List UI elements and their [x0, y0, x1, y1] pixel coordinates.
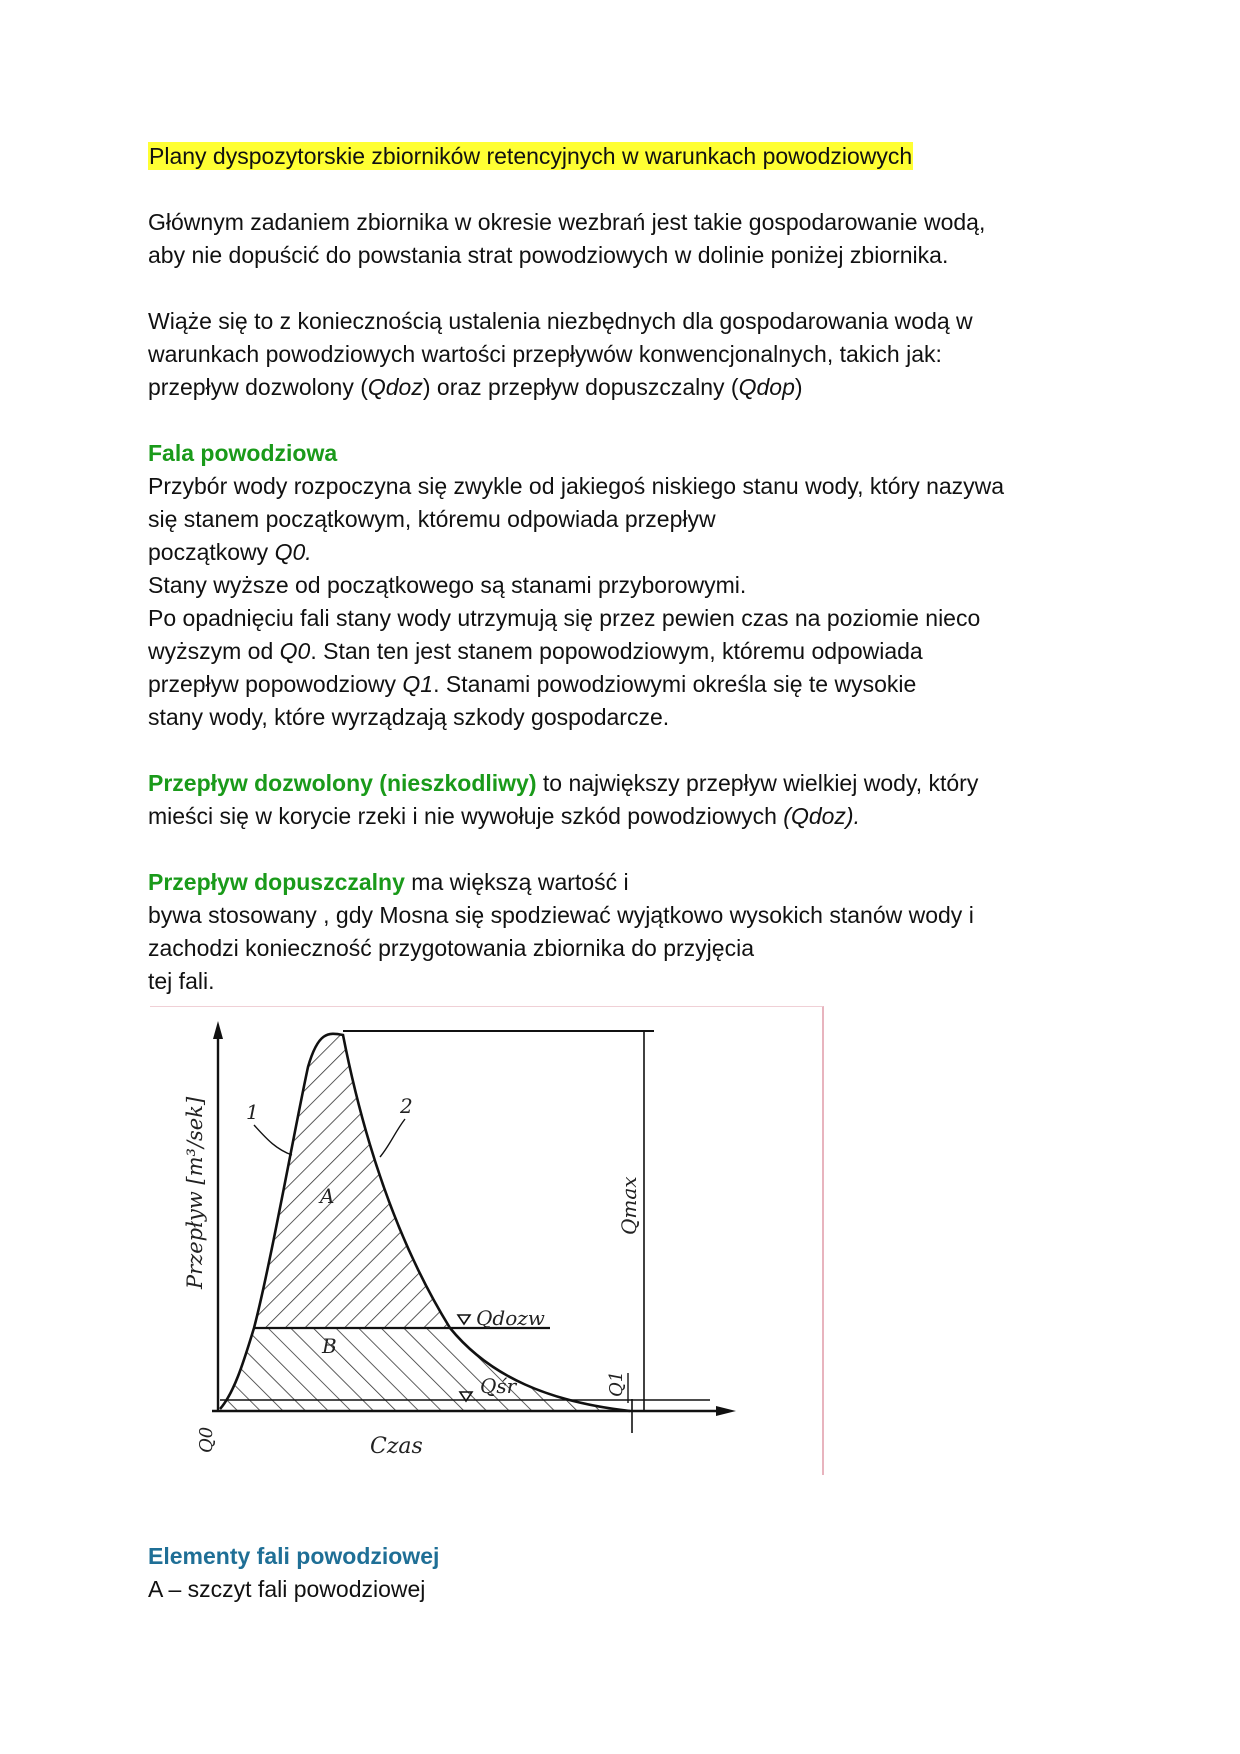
fala-line-6 [148, 635, 1108, 668]
q0-term: Q0. [274, 539, 312, 565]
dozwolony-heading: Przepływ dozwolony (nieszkodliwy) [148, 770, 537, 796]
label-a: A [320, 1184, 335, 1208]
dopuszczalny-text-1: ma większą wartość i [404, 869, 629, 895]
fala-line-5: Po opadnięciu fali stany wody utrzymują się przez pewien czas na poziomie nieco [148, 605, 981, 631]
document-body [148, 140, 1108, 998]
para2-line-3 [148, 371, 1108, 404]
flood-wave-diagram [150, 1007, 820, 1475]
label-qdozw: Qdozw [476, 1306, 545, 1330]
fala-text-7a: przepływ popowodziowy [148, 671, 403, 697]
label-qmax: Qmax [617, 1176, 641, 1235]
para2-text-a: przepływ dozwolony ( [148, 374, 368, 400]
fala-text-6c: . Stan ten jest stanem popowodziowym, któremu odpowiada [310, 638, 923, 664]
intro-line-1: Głównym zadaniem zbiornika w okresie wezbrań jest takie gospodarowanie wodą, [148, 209, 986, 235]
dopuszczalny-line-3: zachodzi konieczność przygotowania zbiornika do przyjęcia [148, 935, 754, 961]
dozwolony-text-1: to największy przepływ wielkiej wody, który [536, 770, 979, 796]
label-qsr: Qśr [480, 1374, 517, 1398]
leader-2 [380, 1119, 405, 1157]
q0-term-2: Q0 [279, 638, 311, 664]
intro-line-2: aby nie dopuścić do powstania strat powodziowych w dolinie poniżej zbiornika. [148, 242, 949, 268]
label-b: B [322, 1334, 337, 1358]
fala-heading: Fala powodziowa [148, 440, 338, 466]
label-2: 2 [400, 1094, 413, 1118]
para2-line-1: Wiąże się to z koniecznością ustalenia niezbędnych dla gospodarowania wodą w [148, 308, 973, 334]
label-q0: Q0 [196, 1426, 217, 1453]
fala-line-1: Przybór wody rozpoczyna się zwykle od jakiegoś niskiego stanu wody, który nazywa [148, 473, 1005, 499]
qdoz-term: Qdoz [367, 374, 423, 400]
dopuszczalny-line-2: bywa stosowany , gdy Mosna się spodziewać wyjątkowo wysokich stanów wody i [148, 902, 974, 928]
qdozw-marker [458, 1315, 470, 1324]
x-axis-arrow [716, 1406, 736, 1416]
label-1: 1 [246, 1100, 259, 1124]
fala-line-8: stany wody, które wyrządzają szkody gospodarcze. [148, 704, 670, 730]
leader-1 [254, 1125, 292, 1155]
y-axis-arrow [213, 1021, 223, 1039]
fala-line-4: Stany wyższe od początkowego są stanami przyborowymi. [148, 572, 747, 598]
q1-term: Q1 [402, 671, 434, 697]
fala-text-6a: wyższym od [148, 638, 280, 664]
dopuszczalny-heading: Przepływ dopuszczalny [148, 869, 405, 895]
qdoz-term-2: (Qdoz). [783, 803, 860, 829]
fala-line-2: się stanem początkowym, któremu odpowiada przepływ [148, 506, 716, 532]
dozwolony-text-2a: mieści się w korycie rzeki i nie wywołuje szkód powodziowych [148, 803, 784, 829]
para2-line-2: warunkach powodziowych wartości przepływów konwencjonalnych, takich jak: [148, 341, 942, 367]
page-title: Plany dyspozytorskie zbiorników retencyjnych w warunkach powodziowych [149, 143, 913, 169]
x-axis-label: Czas [370, 1434, 423, 1459]
flood-wave-figure [150, 1006, 824, 1475]
y-axis-label: Przepływ [m³/sek] [183, 1096, 207, 1289]
fala-line-7 [148, 668, 1108, 701]
fala-text-3a: początkowy [148, 539, 275, 565]
elements-heading: Elementy fali powodziowej [148, 1543, 440, 1569]
dopuszczalny-line-1 [148, 866, 1108, 899]
para2-text-c: ) oraz przepływ dopuszczalny ( [422, 374, 739, 400]
dozwolony-line-2 [148, 800, 1108, 833]
dozwolony-line-1 [148, 767, 1108, 800]
dopuszczalny-line-4: tej fali. [148, 968, 215, 994]
label-q1: Q1 [606, 1370, 627, 1397]
title-line [148, 140, 1108, 173]
elements-item-a: A – szczyt fali powodziowej [148, 1576, 426, 1602]
para2-text-e: ) [794, 374, 803, 400]
elements-section [148, 1540, 1108, 1606]
fala-text-7c: . Stanami powodziowymi określa się te wysokie [433, 671, 917, 697]
qdop-term: Qdop [738, 374, 795, 400]
fala-line-3 [148, 536, 1108, 569]
